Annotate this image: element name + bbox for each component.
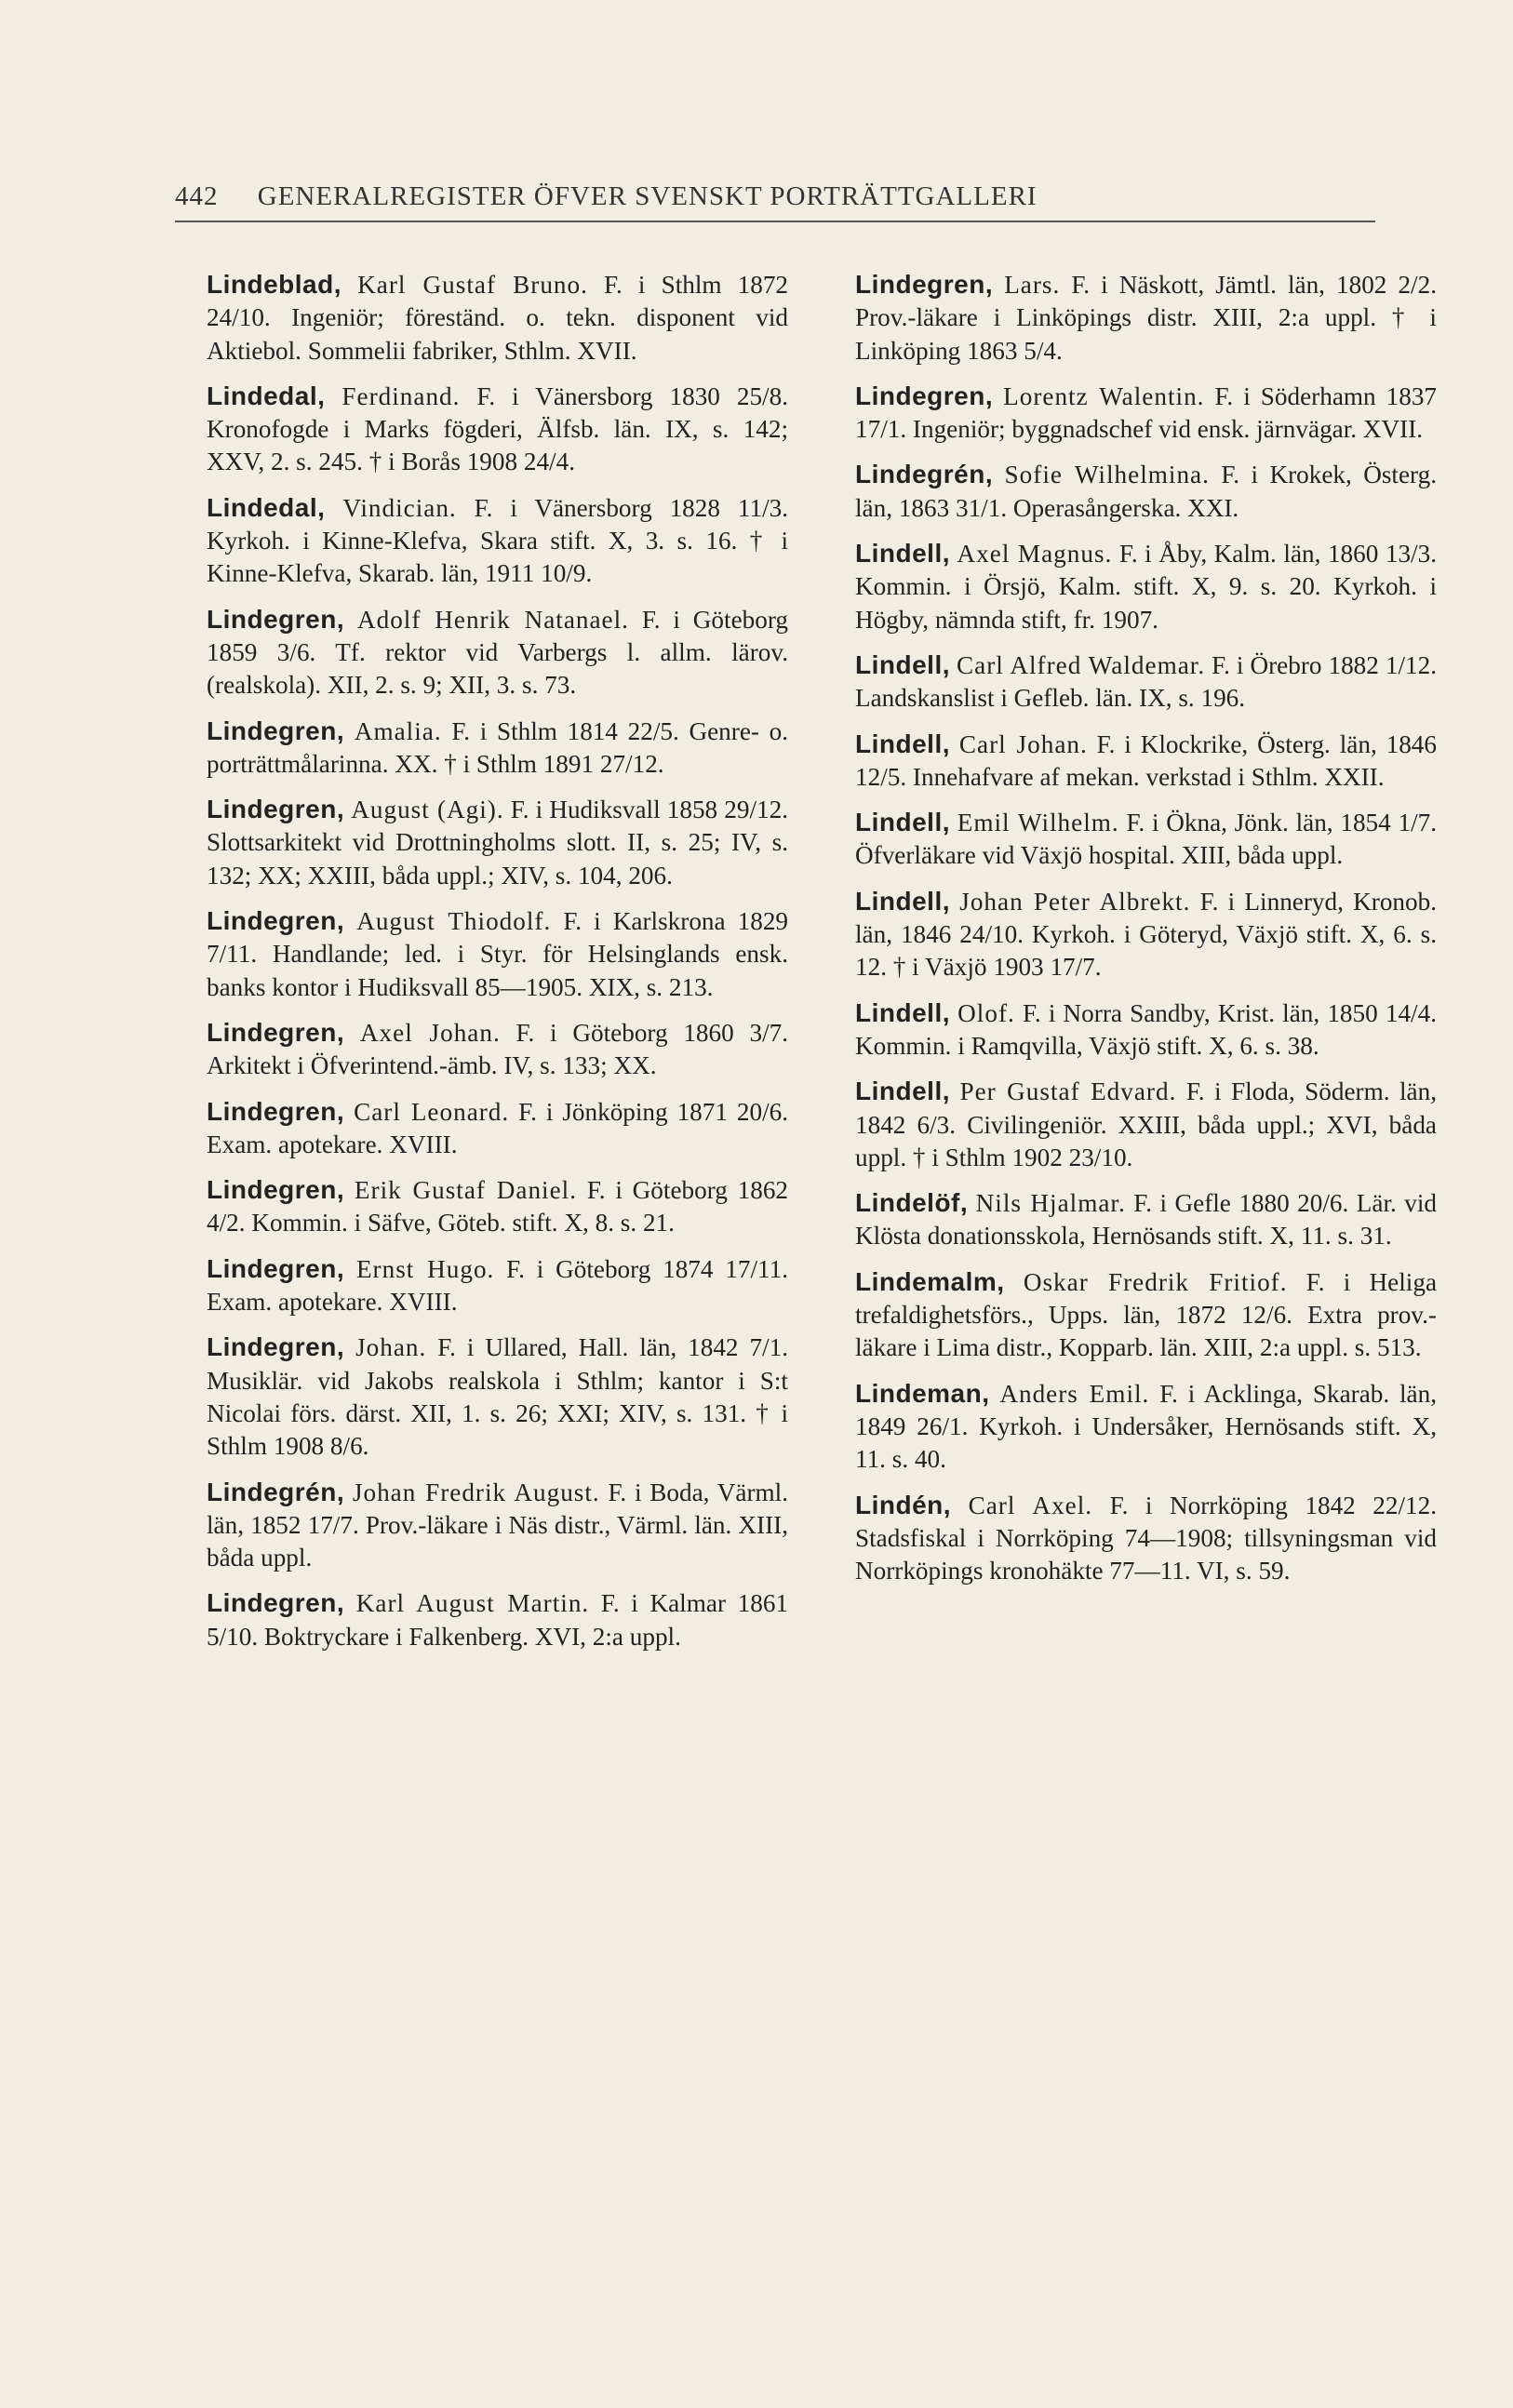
register-entry — [207, 1331, 788, 1463]
entry-details: F. i Göteborg 1859 3/6. Tf. rektor vid Varbergs l. allm. lärov. (realskola). XII, 2. s. 9; XII, 3. s. 73. — [207, 605, 788, 700]
entry-given-names: Carl Axel. — [968, 1491, 1093, 1519]
entry-details: F. i Krokek, Österg. län, 1863 31/1. Operasångerska. XXI. — [855, 461, 1438, 522]
entry-details: F. i Norrköping 1842 22/12. Stadsfiskal i Norrköping 74—1908; tillsyningsman vid Norrköpings kronohäkte 77—11. VI, s. 59. — [855, 1491, 1438, 1585]
register-entry — [207, 603, 788, 702]
register-entry — [207, 380, 788, 479]
entry-given-names: Johan Peter Albrekt. — [959, 887, 1191, 916]
register-entry — [855, 380, 1437, 447]
register-entry — [855, 649, 1437, 716]
register-entry — [207, 1476, 788, 1575]
entry-details: F. i Karlskrona 1829 7/11. Handlande; led. i Styr. för Helsinglands ensk. banks kontor i Hudiksvall 85—1905. XIX, s. 213. — [207, 907, 789, 1001]
entry-details: F. i Ullared, Hall. län, 1842 7/1. Musiklär. vid Jakobs realskola i Sthlm; kantor i S:t Nicolai förs. därst. XII, 1. s. 26; XXI; XIV, s. 131. † i Sthlm 1908 8/6. — [207, 1333, 788, 1461]
entry-details: F. i Floda, Söderm. län, 1842 6/3. Civilingeniör. XXIII, båda uppl.; XVI, båda uppl. † i Sthlm 1902 23/10. — [855, 1077, 1438, 1171]
entry-given-names: Oskar Fredrik Fritiof. — [1023, 1267, 1288, 1296]
entry-details: F. i Ökna, Jönk. län, 1854 1/7. Öfverläkare vid Växjö hospital. XIII, båda uppl. — [855, 809, 1438, 870]
entry-surname: Lindegren, — [207, 1588, 345, 1618]
register-entry — [207, 904, 788, 1004]
entry-details: F. i Vänersborg 1828 11/3. Kyrkoh. i Kinne-Klefva, Skara stift. X, 3. s. 16. † i Kinne-Klefva, Skarab. län, 1911 10/9. — [207, 493, 789, 588]
entry-given-names: Per Gustaf Edvard. — [959, 1077, 1177, 1106]
register-entry — [855, 1377, 1437, 1477]
entry-details: F. i Vänersborg 1830 25/8. Kronofogde i Marks fögderi, Älfsb. län. IX, s. 142; XXV, 2. s. 245. † i Borås 1908 24/4. — [207, 381, 788, 476]
running-title: GENERALREGISTER ÖFVER SVENSKT PORTRÄTTGALLERI — [257, 181, 1038, 211]
entry-surname: Lindell, — [855, 539, 950, 569]
register-entry — [855, 268, 1437, 368]
entry-details: F. i Göteborg 1874 17/11. Exam. apotekare. XVIII. — [207, 1254, 788, 1317]
entry-details: F. i Söderhamn 1837 17/1. Ingeniör; byggnadschef vid ensk. järnvägar. XVII. — [855, 381, 1438, 444]
entry-details: F. i Heliga trefaldighetsförs., Upps. län, 1872 12/6. Extra prov.-läkare i Lima distr., Kopparb. län. XIII, 2:a uppl. s. 513. — [855, 1267, 1438, 1362]
register-entry — [207, 793, 788, 892]
register-entry — [207, 1586, 788, 1653]
entry-surname: Lindegren, — [207, 795, 345, 824]
register-entry — [207, 1095, 788, 1162]
entry-given-names: Carl Alfred Waldemar. — [957, 650, 1206, 679]
register-entry — [855, 728, 1437, 795]
entry-given-names: Ferdinand. — [341, 381, 461, 410]
register-entry — [855, 806, 1437, 873]
entry-given-names: Carl Johan. — [958, 729, 1088, 758]
entry-details: F. i Linneryd, Kronob. län, 1846 24/10. Kyrkoh. i Göteryd, Växjö stift. X, 6. s. 12. † i Växjö 1903 17/7. — [855, 887, 1437, 982]
left-column — [207, 268, 788, 1666]
entry-surname: Lindén, — [855, 1490, 952, 1519]
register-entry — [855, 1075, 1437, 1174]
entry-surname: Lindegren, — [207, 906, 345, 936]
entry-given-names: August Thiodolf. — [356, 907, 552, 936]
entry-details: F. i Jönköping 1871 20/6. Exam. apotekare. XVIII. — [207, 1097, 789, 1158]
register-entry — [855, 997, 1437, 1064]
entry-given-names: Lorentz Walentin. — [1003, 381, 1205, 410]
entry-given-names: Nils Hjalmar. — [975, 1189, 1126, 1218]
entry-details: F. i Klockrike, Österg. län, 1846 12/5. Innehafvare af mekan. verkstad i Sthlm. XXII. — [855, 729, 1437, 791]
register-entry — [855, 885, 1437, 984]
entry-given-names: Sofie Wilhelmina. — [1004, 461, 1210, 489]
entry-given-names: Amalia. — [354, 716, 442, 745]
entry-given-names: Karl August Martin. — [355, 1589, 590, 1618]
entry-given-names: Johan. — [355, 1333, 427, 1362]
entry-surname: Lindegren, — [207, 1253, 345, 1283]
entry-given-names: Karl Gustaf Bruno. — [357, 271, 588, 299]
entry-details: F. i Göteborg 1860 3/7. Arkitekt i Öfverintend.-ämb. IV, s. 133; XX. — [207, 1018, 789, 1080]
register-entry — [207, 1252, 788, 1319]
entry-given-names: Axel Johan. — [359, 1018, 501, 1047]
entry-surname: Lindegren, — [855, 270, 994, 299]
entry-surname: Lindeman, — [855, 1378, 990, 1408]
entry-surname: Lindegren, — [207, 716, 345, 745]
register-entry — [855, 1186, 1437, 1253]
entry-details: F. i Boda, Värml. län, 1852 17/7. Prov.-läkare i Näs distr., Värml. län. XIII, båda uppl. — [207, 1478, 789, 1572]
entry-given-names: Anders Emil. — [999, 1379, 1150, 1408]
register-entry — [855, 458, 1437, 525]
entry-details: F. i Norra Sandby, Krist. län, 1850 14/4. Kommin. i Ramqvilla, Växjö stift. X, 6. s. 38. — [855, 998, 1438, 1060]
entry-given-names: Johan Fredrik August. — [352, 1478, 600, 1506]
register-entry — [207, 1173, 788, 1240]
entry-given-names: Emil Wilhelm. — [957, 809, 1119, 837]
entry-details: F. i Gefle 1880 20/6. Lär. vid Klösta donationsskola, Hernösands stift. X, 11. s. 31. — [855, 1189, 1437, 1251]
entry-details: F. i Örebro 1882 1/12. Landskanslist i Gefleb. län. IX, s. 196. — [855, 650, 1437, 713]
entry-details: F. i Acklinga, Skarab. län, 1849 26/1. Kyrkoh. i Undersåker, Hernösands stift. X, 11. s. 40. — [855, 1379, 1438, 1474]
page-header — [175, 181, 1375, 222]
register-entry — [855, 537, 1437, 636]
entry-details: F. i Åby, Kalm. län, 1860 13/3. Kommin. i Örsjö, Kalm. stift. X, 9. s. 20. Kyrkoh. i Högby, nämnda stift, fr. 1907. — [855, 540, 1438, 634]
entry-details: F. i Sthlm 1872 24/10. Ingeniör; föreständ. o. tekn. disponent vid Aktiebol. Sommelii fabriker, Sthlm. XVII. — [207, 271, 789, 365]
entry-surname: Lindegren, — [207, 1332, 345, 1362]
page-number: 442 — [175, 181, 219, 211]
entry-given-names: Erik Gustaf Daniel. — [354, 1176, 578, 1205]
entry-given-names: Lars. — [1004, 271, 1061, 299]
entry-given-names: Carl Leonard. — [354, 1097, 510, 1126]
entry-surname: Lindell, — [855, 649, 950, 679]
entry-surname: Lindell, — [855, 729, 950, 758]
entry-surname: Lindell, — [855, 808, 950, 837]
entry-surname: Lindelöf, — [855, 1188, 969, 1218]
entry-details: F. i Göteborg 1862 4/2. Kommin. i Säfve, Göteb. stift. X, 8. s. 21. — [207, 1176, 789, 1237]
entry-surname: Lindedal, — [207, 381, 326, 410]
entry-given-names: Adolf Henrik Natanael. — [356, 605, 629, 634]
entry-surname: Lindeblad, — [207, 270, 341, 299]
entry-surname: Lindegren, — [207, 604, 345, 634]
entry-details: F. i Kalmar 1861 5/10. Boktryckare i Falkenberg. XVI, 2:a uppl. — [207, 1589, 789, 1651]
register-entry — [207, 1016, 788, 1083]
entry-surname: Lindegren, — [855, 381, 994, 410]
entry-given-names: August (Agi). — [351, 796, 504, 824]
right-column — [855, 268, 1437, 1599]
entry-surname: Lindell, — [855, 997, 950, 1027]
entry-surname: Lindemalm, — [855, 1266, 1005, 1296]
entry-details: F. i Sthlm 1814 22/5. Genre- o. porträttmålarinna. XX. † i Sthlm 1891 27/12. — [207, 716, 789, 778]
entry-surname: Lindegrén, — [855, 460, 994, 489]
register-entry — [207, 715, 788, 782]
register-entry — [207, 268, 788, 368]
entry-surname: Lindedal, — [207, 492, 326, 522]
entry-given-names: Axel Magnus. — [957, 540, 1113, 569]
entry-surname: Lindell, — [855, 1077, 950, 1106]
entry-details: F. i Hudiksvall 1858 29/12. Slottsarkitekt vid Drottningholms slott. II, s. 25; IV, s. 132; XX; XXIII, båda uppl.; XIV, s. 104, 206. — [207, 796, 789, 890]
entry-surname: Lindegren, — [207, 1175, 345, 1205]
register-entry — [855, 1489, 1437, 1588]
register-entry — [207, 491, 788, 591]
entry-surname: Lindegrén, — [207, 1477, 345, 1506]
entry-given-names: Olof. — [957, 998, 1015, 1027]
register-entry — [855, 1265, 1437, 1365]
entry-details: F. i Näskott, Jämtl. län, 1802 2/2. Prov.-läkare i Linköpings distr. XIII, 2:a uppl. † i Linköping 1863 5/4. — [855, 271, 1437, 365]
entry-surname: Lindegren, — [207, 1096, 345, 1126]
entry-given-names: Ernst Hugo. — [355, 1254, 495, 1283]
entry-surname: Lindell, — [855, 886, 950, 916]
entry-surname: Lindegren, — [207, 1017, 345, 1047]
entry-given-names: Vindician. — [342, 493, 457, 522]
